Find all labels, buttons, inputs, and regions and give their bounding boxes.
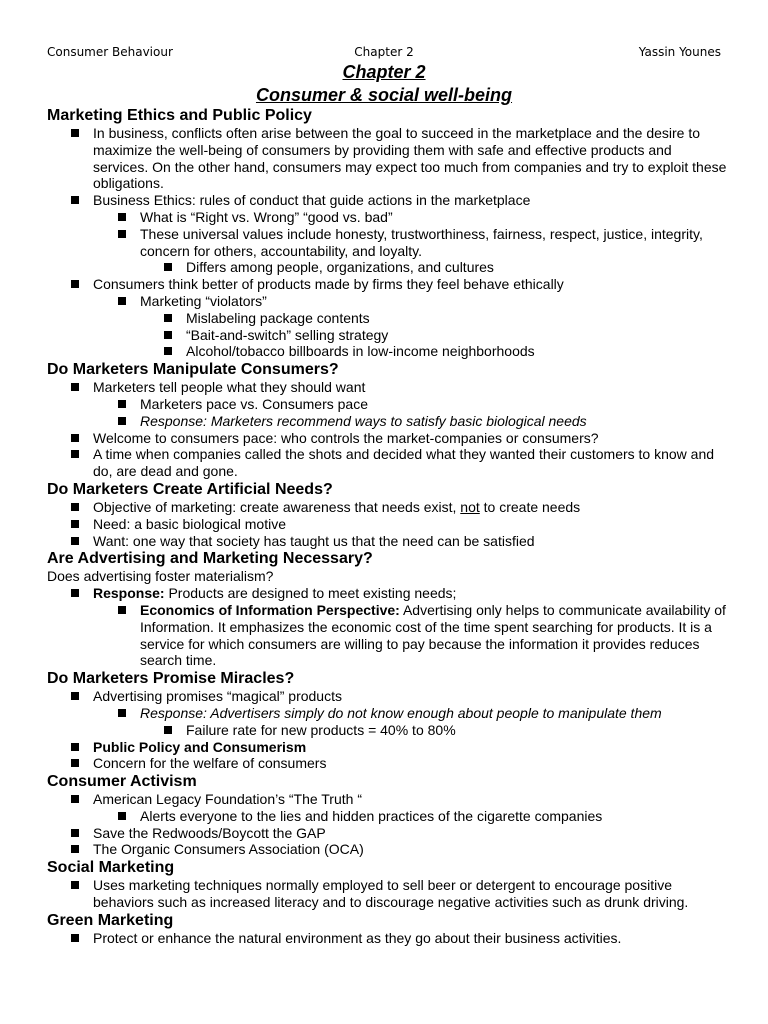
header-author: Yassin Younes [638,45,721,59]
list-item [47,259,727,276]
page-header [47,45,721,61]
square-bullet-icon [71,845,79,853]
list-item-text: Economics of Information Perspective: Advertising only helps to communicate availability of Information. It emphasizes the economic cost of the time spent searching for products. It is a service for which consumers are willing to pay because the information it provides reduces search time. [140,601,726,669]
square-bullet-icon [118,709,126,717]
square-bullet-icon [164,347,172,355]
square-bullet-icon [71,280,79,288]
list-item-text: Need: a basic biological motive [93,515,286,532]
list-item-text: What is “Right vs. Wrong” “good vs. bad” [140,208,393,225]
section [47,772,727,858]
bold-label: Economics of Information Perspective: [140,601,400,618]
list-item-text: Alcohol/tobacco billboards in low-income neighborhoods [186,343,535,360]
list-item [47,808,727,825]
square-bullet-icon [71,537,79,545]
section-heading: Marketing Ethics and Public Policy [47,107,312,124]
list-item-text [140,413,587,429]
list-item-text: Differs among people, organizations, and cultures [186,259,494,276]
list-item-text: The Organic Consumers Association (OCA) [93,841,364,858]
section-heading: Social Marketing [47,859,175,877]
section-heading: Green Marketing [47,911,174,929]
italic-text: Response: Marketers recommend ways to satisfy basic biological needs [140,412,587,429]
list-item-text: Response: Products are designed to meet existing needs; [93,585,457,602]
list-item-text: Marketers tell people what they should want [93,379,366,396]
list-item [47,192,727,209]
list-item-text: Marketers pace vs. Consumers pace [140,395,368,412]
italic-text: Response: Advertisers simply do not know enough about people to manipulate them [140,704,662,721]
square-bullet-icon [71,829,79,837]
list-item-text: These universal values include honesty, trustworthiness, fairness, respect, justice, integrity, concern for others, accountability, and loyalty. [140,225,703,259]
list-item-text: Protect or enhance the natural environment as they go about their business activities. [93,929,622,946]
square-bullet-icon [71,383,79,391]
list-item [47,533,727,550]
list-item-text: Mislabeling package contents [186,309,370,326]
square-bullet-icon [118,606,126,614]
section-heading: Are Advertising and Marketing Necessary? [47,550,373,568]
square-bullet-icon [71,520,79,528]
list-item-text: Save the Redwoods/Boycott the GAP [93,824,326,841]
square-bullet-icon [71,129,79,137]
list-item [47,293,727,310]
list-item [47,343,727,360]
section-intro: Does advertising foster materialism? [47,568,274,585]
list-item-text: Marketing “violators” [140,292,267,309]
list-item-text: “Bait-and-switch” selling strategy [186,326,389,343]
list-item [47,825,727,842]
section [47,858,727,911]
list-item [47,755,727,772]
list-item-text: Failure rate for new products = 40% to 80% [186,721,456,738]
section-heading: Do Marketers Create Artificial Needs? [47,480,333,498]
bold-label: Response: [93,585,165,602]
list-item-text: Concern for the welfare of consumers [93,755,327,772]
bold-text: Public Policy and Consumerism [93,738,307,755]
list-item [47,602,727,669]
list-item [47,877,727,911]
section [47,669,727,772]
list-item [47,226,727,260]
square-bullet-icon [164,314,172,322]
list-item [47,841,727,858]
list-item [47,430,727,447]
square-bullet-icon [118,812,126,820]
square-bullet-icon [71,934,79,942]
list-item-text: Advertising promises “magical” products [93,688,342,705]
header-course: Consumer Behaviour [47,45,173,59]
list-item-text [93,739,306,755]
list-item [47,791,727,808]
list-item [47,209,727,226]
square-bullet-icon [164,331,172,339]
list-item-text: Consumers think better of products made by firms they feel behave ethically [93,276,564,293]
list-item [47,499,727,516]
list-item [47,327,727,344]
list-item [47,930,727,947]
list-item [47,125,727,192]
list-item [47,688,727,705]
list-item-text [140,705,662,721]
document-title: Chapter 2 [342,62,426,82]
square-bullet-icon [118,213,126,221]
square-bullet-icon [118,400,126,408]
section-heading: Do Marketers Manipulate Consumers? [47,361,339,379]
list-item [47,446,727,480]
section [47,106,727,360]
square-bullet-icon [71,589,79,597]
list-item [47,722,727,739]
square-bullet-icon [164,726,172,734]
square-bullet-icon [71,434,79,442]
list-item-text: Alerts everyone to the lies and hidden practices of the cigarette companies [140,807,603,824]
list-item [47,705,727,722]
list-item [47,396,727,413]
section-heading: Do Marketers Promise Miracles? [47,670,295,688]
list-item [47,276,727,293]
document-subtitle: Consumer & social well-being [255,85,513,105]
square-bullet-icon [118,417,126,425]
square-bullet-icon [71,692,79,700]
square-bullet-icon [71,450,79,458]
square-bullet-icon [71,759,79,767]
list-item [47,310,727,327]
square-bullet-icon [164,263,172,271]
square-bullet-icon [71,795,79,803]
list-item [47,379,727,396]
square-bullet-icon [71,196,79,204]
list-item-text: American Legacy Foundation’s “The Truth “ [93,791,362,808]
section [47,911,727,947]
header-chapter: Chapter 2 [354,45,414,59]
list-item [47,739,727,756]
square-bullet-icon [118,297,126,305]
underlined-word: not [460,498,480,515]
document-body [47,106,727,947]
square-bullet-icon [71,881,79,889]
section [47,480,727,549]
list-item-text: In business, conflicts often arise between the goal to succeed in the marketplace and the desire to maximize the well-being of consumers by providing them with safe and effective products and services. On the other hand, consumers may expect too much from companies and try to exploit these obligations. [93,125,727,192]
square-bullet-icon [118,230,126,238]
list-item-text: Want: one way that society has taught us that the need can be satisfied [93,532,535,549]
list-item [47,516,727,533]
list-item [47,413,727,430]
list-item [47,585,727,602]
section-heading: Consumer Activism [47,773,197,791]
list-item-text: Business Ethics: rules of conduct that guide actions in the marketplace [93,192,531,209]
square-bullet-icon [71,503,79,511]
square-bullet-icon [71,743,79,751]
list-item-text: Uses marketing techniques normally employed to sell beer or detergent to encourage positive behaviors such as increased literacy and to discourage negative activities such as drunk driving. [93,877,689,911]
list-item-text: A time when companies called the shots and decided what they wanted their customers to know and do, are dead and gone. [93,446,715,480]
section [47,549,727,669]
list-item-text: Objective of marketing: create awareness that needs exist, not to create needs [93,498,581,515]
list-item-text: Welcome to consumers pace: who controls the market-companies or consumers? [93,429,599,446]
section [47,360,727,480]
